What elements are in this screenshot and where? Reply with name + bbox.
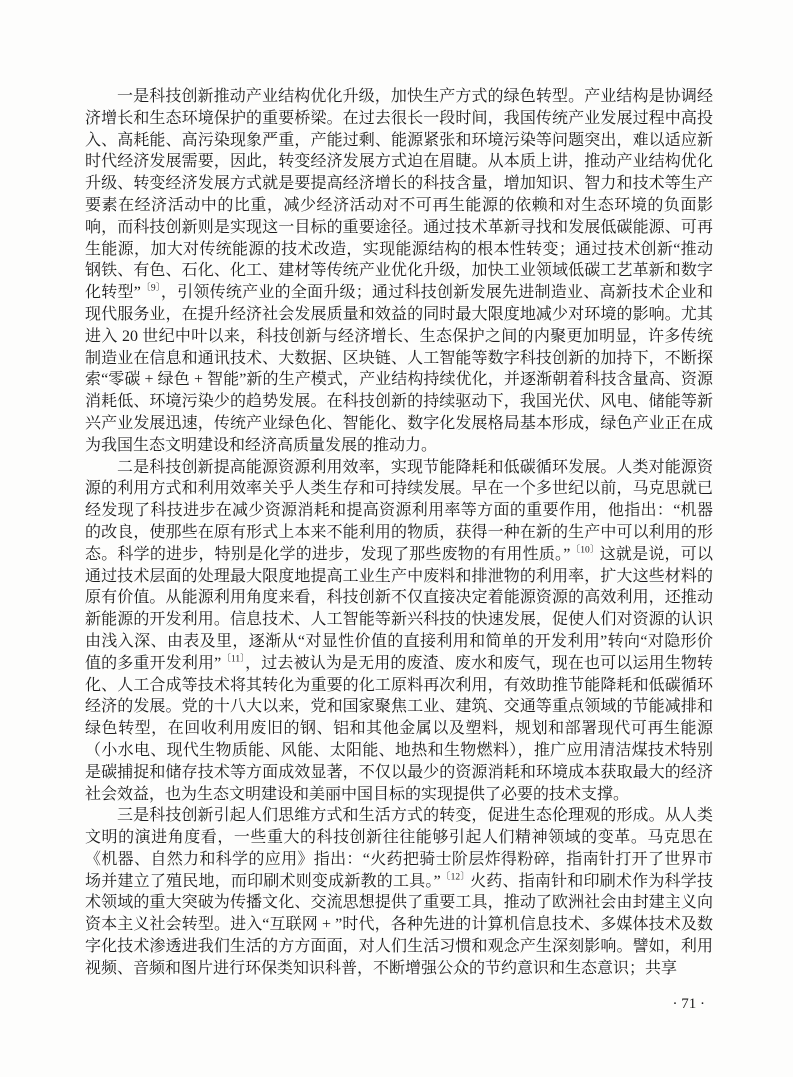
paragraph-text: ，引领传统产业的全面升级；通过科技创新发展先进制造业、高新技术企业和现代服务业，在提升经济社会发展质量和效益的同时最大限度地减少对环境的影响。尤其进入 20 世纪中叶以来，科技创新与经济增长、生态保护之间的内聚更加明显，许多传统制造业在信息和通讯技术、大数据、区块链、人工智能等数字科技创新的加持下，不断探索“零碳 + 绿色 + 智能”新的生产模式，产业结构持续优化，并逐渐朝着科技含量高、资源消耗低、环境污染少的趋势发展。在科技创新的持续驱动下，我国光伏、风电、储能等新兴产业发展迅速，传统产业绿色化、智能化、数字化发展格局基本形成，绿色产业正在成为我国生态文明建设和经济高质量发展的推动力。 (85, 284, 713, 454)
citation-ref: 〔9〕 (140, 283, 161, 294)
paragraph-3 (85, 805, 713, 979)
body-text (85, 86, 713, 980)
paragraph-text: 火药、指南针和印刷术作为科学技术领域的重大突破为传播文化、交流思想提供了重要工具，推动了欧洲社会由封建主义向资本主义社会转型。进入“互联网 + ”时代，各种先进的计算机信息技术、多媒体技术及数字化技术渗透进我们生活的方方面面，对人们生活习惯和观念产生深刻影响。譬如，利用视频、音频和图片进行环保类知识科普，不断增强公众的节约意识和生态意识；共享 (85, 872, 713, 977)
page-number: · 71 · (672, 996, 705, 1012)
paragraph-text: 一是科技创新推动产业结构优化升级，加快生产方式的绿色转型。产业结构是协调经济增长和生态环境保护的重要桥梁。在过去很长一段时间，我国传统产业发展过程中高投入、高耗能、高污染现象严重，产能过剩、能源紧张和环境污染等问题突出，难以适应新时代经济发展需要，因此，转变经济发展方式迫在眉睫。从本质上讲，推动产业结构优化升级、转变经济发展方式就是要提高经济增长的科技含量，增加知识、智力和技术等生产要素在经济活动中的比重，减少经济活动对不可再生能源的依赖和对生态环境的负面影响，而科技创新则是实现这一目标的重要途径。通过技术革新寻找和发展低碳能源、可再生能源，加大对传统能源的技术改造，实现能源结构的根本性转变；通过技术创新“推动钢铁、有色、石化、化工、建材等传统产业优化升级，加快工业领域低碳工艺革新和数字化转型” (85, 88, 713, 302)
paragraph-text: ，过去被认为是无用的废渣、废水和废气，现在也可以运用生物转化、人工合成等技术将其转化为重要的化工原料再次利用，有效助推节能降耗和低碳循环经济的发展。党的十八大以来，党和国家聚焦工业、建筑、交通等重点领域的节能减排和绿色转型，在回收利用废旧的钢、铝和其他金属以及塑料，规划和部署现代可再生能源（小水电、现代生物质能、风能、太阳能、地热和生物燃料），推广应用清洁煤技术特别是碳捕捉和储存技术等方面成效显著，不仅以最少的资源消耗和环境成本获取最大的经济社会效益，也为生态文明建设和美丽中国目标的实现提供了必要的技术支撑。 (85, 654, 713, 803)
paragraph-text: 这就是说，可以通过技术层面的处理最大限度地提高工业生产中废料和排泄物的利用率，扩大这些材料的原有价值。从能源利用角度来看，科技创新不仅直接决定着能源资源的高效利用，还推动新能源的开发利用。信息技术、人工智能等新兴科技的快速发展，促使人们对资源的认识由浅入深、由表及里，逐渐从“对显性价值的直接利用和简单的开发利用”转向“对隐形价值的多重开发利用” (85, 545, 713, 672)
citation-ref: 〔10〕 (570, 545, 600, 556)
paragraph-2 (85, 457, 713, 806)
citation-ref: 〔11〕 (221, 654, 246, 665)
citation-ref: 〔12〕 (440, 872, 471, 883)
paragraph-text: 二是科技创新提高能源资源利用效率，实现节能降耗和低碳循环发展。人类对能源资源的利用方式和利用效率关乎人类生存和可持续发展。早在一个多世纪以前，马克思就已经发现了科技进步在减少资源消耗和提高资源利用率等方面的重要作用，他指出：“机器的改良，使那些在原有形式上本来不能利用的物质，获得一种在新的生产中可以利用的形态。科学的进步，特别是化学的进步，发现了那些废物的有用性质。” (85, 458, 713, 563)
paragraph-1 (85, 86, 713, 457)
paragraph-text: 三是科技创新引起人们思维方式和生活方式的转变，促进生态伦理观的形成。从人类文明的演进角度看，一些重大的科技创新往往能够引起人们精神领域的变革。马克思在《机器、自然力和科学的应用》指出：“火药把骑士阶层炸得粉碎，指南针打开了世界市场并建立了殖民地，而印刷术则变成新教的工具。” (85, 807, 713, 890)
